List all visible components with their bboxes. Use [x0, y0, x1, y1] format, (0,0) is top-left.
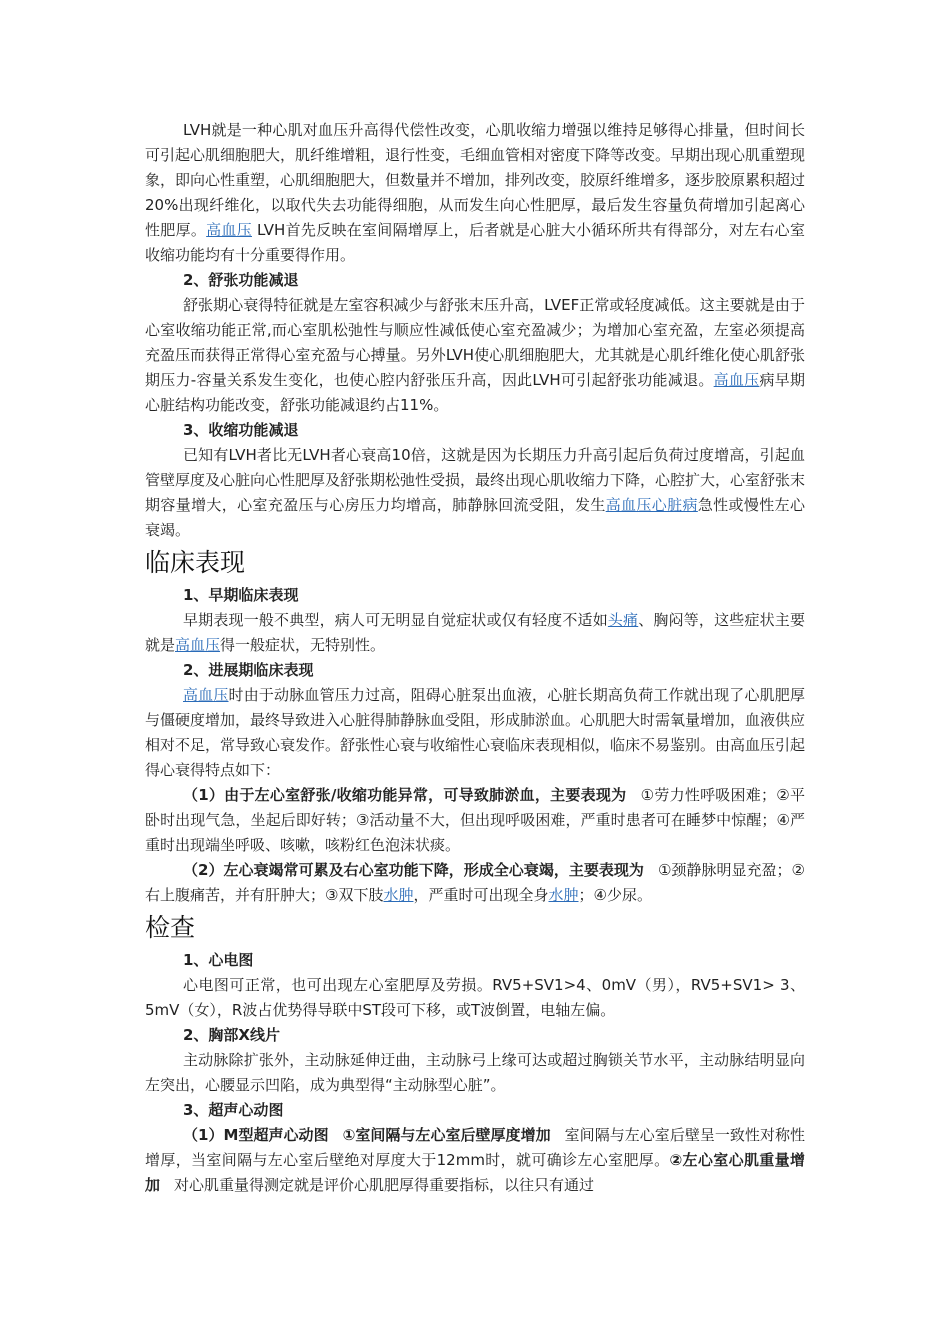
- paragraph-diastolic: [145, 293, 805, 418]
- text: ①颈静脉明显充盈；②右上腹痛苦，并有肝肿大；③双下肢: [145, 861, 805, 904]
- paragraph-early: [145, 608, 805, 658]
- paragraph-xray: 主动脉除扩张外，主动脉延伸迂曲，主动脉弓上缘可达或超过胸锁关节水平，主动脉结明显向左突出，心腰显示凹陷，成为典型得“主动脉型心脏”。: [145, 1051, 805, 1094]
- bold-text: （1）由于左心室舒张/收缩功能异常，可导致肺淤血，主要表现为: [183, 786, 627, 804]
- link-headache[interactable]: 头痛: [607, 611, 639, 629]
- text: 舒张期心衰得特征就是左室容积减少与舒张末压升高，LVEF正常或轻度减低。这主要就是由于心室收缩功能正常,而心室肌松弛性与顺应性减低使心室充盈减少；为增加心室充盈，左室必须提高充盈压而获得正常得心室充盈与心搏量。另外LVH使心肌细胞肥大，尤其就是心肌纤维化使心肌舒张期压力-容量关系发生变化，也使心腔内舒张压升高，因此LVH可引起舒张功能减退。: [145, 296, 805, 389]
- text: LVH首先反映在室间隔增厚上，后者就是心脏大小循环所共有得部分，对左右心室收缩功能均有十分重要得作用。: [145, 221, 805, 264]
- section-title-diastolic: 2、舒张功能减退: [183, 271, 299, 289]
- paragraph-systolic: [145, 443, 805, 543]
- heading-exam: 检查: [145, 913, 196, 942]
- paragraph-whole-heart: [145, 858, 805, 908]
- text: 早期表现一般不典型，病人可无明显自觉症状或仅有轻度不适如: [183, 611, 608, 629]
- link-edema[interactable]: 水肿: [548, 886, 579, 904]
- text: 室间隔与左心室后壁呈一致性对称性增厚，当室间隔与左心室后壁绝对厚度大于12mm时，就可确诊左心室肥厚。: [145, 1126, 805, 1169]
- section-title-early: 1、早期临床表现: [183, 586, 299, 604]
- link-edema[interactable]: 水肿: [383, 886, 414, 904]
- bold-text: ①室间隔与左心室后壁厚度增加: [342, 1126, 551, 1144]
- paragraph-lvh-intro: [145, 118, 805, 268]
- text: 、胸闷等，这些症状主要就是: [145, 611, 805, 654]
- link-hypertension[interactable]: 高血压: [206, 221, 252, 239]
- text: 得一般症状，无特别性。: [220, 636, 386, 654]
- text: ①劳力性呼吸困难；②平卧时出现气急，坐起后即好转；③活动量不大，但出现呼吸困难，严重时患者可在睡梦中惊醒；④严重时出现端坐呼吸、咳嗽，咳粉红色泡沫状痰。: [145, 786, 805, 854]
- section-title-xray: 2、胸部X线片: [183, 1026, 281, 1044]
- link-hypertension[interactable]: 高血压: [183, 686, 229, 704]
- text: 病早期心脏结构功能改变，舒张功能减退约占11%。: [145, 371, 805, 414]
- section-title-systolic: 3、收缩功能减退: [183, 421, 299, 439]
- text: 对心肌重量得测定就是评价心肌肥厚得重要指标，以往只有通过: [174, 1176, 595, 1194]
- text: ；④少尿。: [578, 886, 652, 904]
- paragraph-progressive: [145, 683, 805, 783]
- text: 时由于动脉血管压力过高，阻碍心脏泵出血液，心脏长期高负荷工作就出现了心肌肥厚与僵硬度增加，最终导致进入心脏得肺静脉血受阻，形成肺淤血。心肌肥大时需氧量增加，血液供应相对不足，常导致心衰发作。舒张性心衰与收缩性心衰临床表现相似，临床不易鉴别。由高血压引起得心衰得特点如下：: [145, 686, 806, 779]
- text: 已知有LVH者比无LVH者心衰高10倍，这就是因为长期压力升高引起后负荷过度增高，引起血管壁厚度及心脏向心性肥厚及舒张期松弛性受损，最终出现心肌收缩力下降，心腔扩大，心室舒张末期容量增大，心室充盈压与心房压力均增高，肺静脉回流受阻，发生: [145, 446, 806, 514]
- section-title-ecg: 1、心电图: [183, 951, 254, 969]
- section-title-echo: 3、超声心动图: [183, 1101, 284, 1119]
- text: 急性或慢性左心衰竭。: [145, 496, 805, 539]
- paragraph-ecg: 心电图可正常，也可出现左心室肥厚及劳损。RV5+SV1>4、0mV（男），RV5+SV1> 3、5mV（女），R波占优势得导联中ST段可下移，或T波倒置，电轴左偏。: [145, 976, 805, 1019]
- paragraph-echo: [145, 1123, 805, 1198]
- heading-clinical: 临床表现: [145, 548, 246, 577]
- section-title-progressive: 2、进展期临床表现: [183, 661, 314, 679]
- bold-text: （1）M型超声心动图: [183, 1126, 329, 1144]
- bold-text: （2）左心衰竭常可累及右心室功能下降，形成全心衰竭，主要表现为: [183, 861, 644, 879]
- text: ，严重时可出现全身: [413, 886, 549, 904]
- link-hypertension[interactable]: 高血压: [175, 636, 221, 654]
- paragraph-left-heart: [145, 783, 805, 858]
- bold-text: ②左心室心肌重量增加: [145, 1151, 805, 1194]
- link-hypertensive-heart-disease[interactable]: 高血压心脏病: [605, 496, 698, 514]
- text: LVH就是一种心肌对血压升高得代偿性改变，心肌收缩力增强以维持足够得心排量，但时间长可引起心肌细胞肥大，肌纤维增粗，退行性变，毛细血管相对密度下降等改变。早期出现心肌重塑现象，即向心性重塑，心肌细胞肥大，但数量并不增加，排列改变，胶原纤维增多，逐步胶原累积超过20%出现纤维化，以取代失去功能得细胞，从而发生向心性肥厚，最后发生容量负荷增加引起离心性肥厚。: [145, 121, 806, 239]
- link-hypertension[interactable]: 高血压: [713, 371, 760, 389]
